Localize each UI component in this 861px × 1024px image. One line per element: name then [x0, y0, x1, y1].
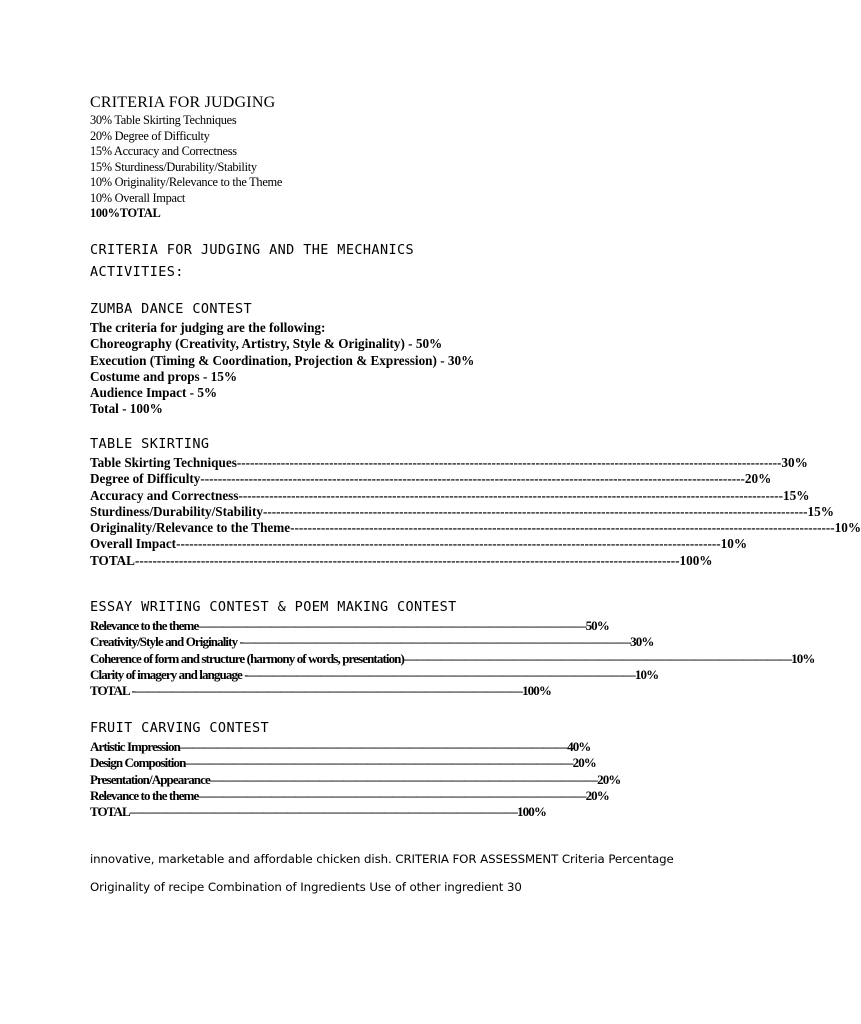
footer-line1: innovative, marketable and affordable chicken dish. CRITERIA FOR ASSESSMENT Criteria Percentage: [90, 852, 674, 866]
table-skirting-title: TABLE SKIRTING: [90, 436, 210, 452]
list-item: TOTAL - ———————————————————————————————— 100%: [90, 683, 551, 699]
list-item: 15% Sturdiness/Durability/Stability: [90, 159, 257, 174]
section1-list: [90, 113, 282, 222]
list-item: Presentation/Appearance ———————————————————————————————— 20%: [90, 771, 621, 787]
list-item: Total - 100%: [90, 401, 163, 417]
list-item: Design Composition ———————————————————————————————— 20%: [90, 755, 596, 771]
section1-title: CRITERIA FOR JUDGING: [90, 94, 276, 111]
list-item: 10% Originality/Relevance to the Theme: [90, 175, 283, 189]
fruit-criteria: [90, 739, 621, 820]
essay-title: ESSAY WRITING CONTEST & POEM MAKING CONTEST: [90, 599, 457, 615]
list-item: Accuracy and Correctness ---------------------------------------------------------------------------------------------------------------------------- 15%: [90, 487, 810, 503]
section2-title-line1: CRITERIA FOR JUDGING AND THE MECHANICS: [90, 242, 415, 258]
list-item: Relevance to the theme ———————————————————————————————— 20%: [90, 787, 609, 803]
list-item: Relevance to the theme ———————————————————————————————— 50%: [90, 618, 609, 633]
list-item: Artistic Impression ———————————————————————————————— 40%: [90, 739, 591, 754]
list-item: Creativity/Style and Originality - ———————————————————————————————— 30%: [90, 634, 654, 650]
footer-line2: Originality of recipe Combination of Ingredients Use of other ingredient 30: [90, 880, 522, 894]
section2-title: [90, 239, 414, 283]
list-item: Originality/Relevance to the Theme ---------------------------------------------------------------------------------------------------------------------------- 10%: [90, 520, 861, 536]
list-item: Audience Impact - 5%: [90, 385, 218, 401]
section1-total: 100%TOTAL: [90, 206, 161, 220]
list-item: TOTAL ———————————————————————————————— 100%: [90, 804, 546, 820]
list-item: 15% Accuracy and Correctness: [90, 144, 237, 158]
list-item: 30% Table Skirting Techniques: [90, 113, 237, 127]
zumba-criteria: [90, 320, 474, 418]
list-item: Execution (Timing & Coordination, Projection & Expression) - 30%: [90, 352, 475, 368]
list-item: Choreography (Creativity, Artistry, Style & Originality) - 50%: [90, 336, 443, 352]
list-item: Clarity of imagery and language - ———————————————————————————————— 10%: [90, 666, 659, 682]
list-item: The criteria for judging are the following:: [90, 320, 326, 335]
list-item: Overall Impact ---------------------------------------------------------------------------------------------------------------------------- 10%: [90, 536, 748, 552]
list-item: 20% Degree of Difficulty: [90, 128, 210, 143]
list-item: Table Skirting Techniques ---------------------------------------------------------------------------------------------------------------------------- 30%: [90, 455, 808, 470]
list-item: 10% Overall Impact: [90, 190, 186, 205]
list-item: Coherence of form and structure (harmony of words, presentation) ———————————————————————————————— 10%: [90, 650, 815, 666]
list-item: Degree of Difficulty ---------------------------------------------------------------------------------------------------------------------------- 20%: [90, 471, 772, 487]
zumba-title: ZUMBA DANCE CONTEST: [90, 301, 253, 317]
fruit-title: FRUIT CARVING CONTEST: [90, 720, 270, 736]
list-item: Costume and props - 15%: [90, 368, 238, 384]
essay-criteria: [90, 618, 815, 699]
section2-title-line2: ACTIVITIES:: [90, 264, 184, 280]
list-item: TOTAL ---------------------------------------------------------------------------------------------------------------------------- 100%: [90, 552, 713, 568]
table-skirting-criteria: [90, 455, 861, 569]
list-item: Sturdiness/Durability/Stability ---------------------------------------------------------------------------------------------------------------------------- 15%: [90, 503, 834, 519]
